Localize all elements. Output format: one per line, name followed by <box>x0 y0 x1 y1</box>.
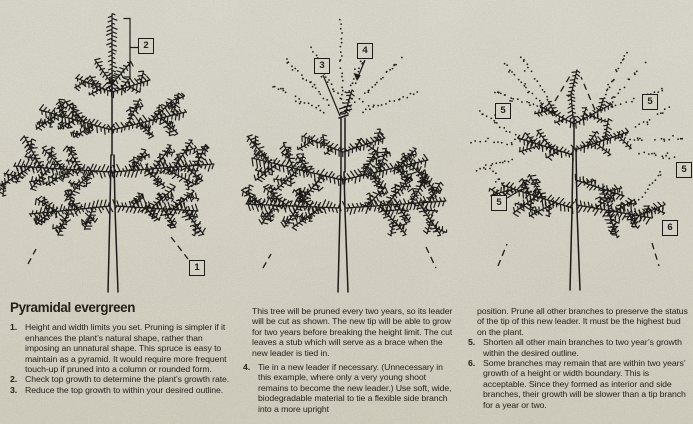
caption-column-2 <box>243 306 457 414</box>
callout-2-label: 2 <box>143 40 149 52</box>
callout-5c <box>491 195 507 211</box>
outline-dashes <box>263 247 436 268</box>
callout-5a <box>495 103 511 119</box>
callout-1 <box>189 260 205 276</box>
callout-2 <box>138 38 154 54</box>
item-number: 6. <box>468 358 476 369</box>
item-number: 3. <box>10 384 18 395</box>
figure-panel-after-pruning <box>460 0 693 300</box>
item-text: Reduce the top growth to within your desired outline. <box>25 384 224 395</box>
item-text: Check top growth to determine the plant’s growth rate. <box>25 374 230 385</box>
item-number: 2. <box>10 374 18 385</box>
caption-item-2 <box>10 374 236 384</box>
callout-3 <box>314 58 330 74</box>
removed-growth-dots <box>273 20 417 113</box>
caption-column-1 <box>10 300 236 395</box>
item-text: Some branches may remain that are within two years’ growth of a height or width boundary. This is acceptable. Since they formed as interior and side branches, their growth will be slower than a tip branch for a year or two. <box>483 358 686 410</box>
caption-item-5 <box>468 337 691 358</box>
caption-paragraph: position. Prune all other branches to preserve the status of the tip of this new leader. It must be the highest bud on the plant. <box>477 306 688 337</box>
outline-dashes <box>28 237 188 264</box>
callout-5b-label: 5 <box>647 96 653 108</box>
figure-panel-before-pruning <box>0 0 230 300</box>
figure-panel-leader-cut <box>230 0 465 300</box>
callout-5a-label: 5 <box>500 105 506 117</box>
item-text: Shorten all other main branches to two year’s growth within the desired outline. <box>483 337 682 358</box>
caption-item-6 <box>468 358 691 410</box>
item-number: 1. <box>10 322 18 333</box>
tree-illustration-unpruned <box>0 0 230 300</box>
callout-4-label: 4 <box>362 45 368 57</box>
callout-3-label: 3 <box>319 60 325 72</box>
item-number: 5. <box>468 337 476 348</box>
callout-5c-label: 5 <box>496 197 502 209</box>
tree-trunk <box>108 78 118 292</box>
callout-6-label: 6 <box>667 222 673 234</box>
callout-5d-label: 5 <box>681 164 687 176</box>
caption-item-3 <box>10 385 236 395</box>
tree-illustration-pruned <box>460 0 693 300</box>
caption-paragraph: This tree will be pruned every two years, so its leader will be cut as shown. The new tip will be able to grow for two years before breaking the height limit. The cut leaves a stub which will serve as a brace when the new leader is tied in. <box>252 306 453 358</box>
callout-6 <box>662 220 678 236</box>
caption-column-3 <box>468 306 691 410</box>
item-number: 4. <box>243 362 251 373</box>
item-text: Height and width limits you set. Pruning is simpler if it enhances the plant’s natural shape, rather than imposing an unnatural shape. This spruce is easy to maintain as a pyramid. It would require more frequent touch-up if pruned into a column or rounded form. <box>25 322 227 375</box>
callout-5b <box>642 94 658 110</box>
tree-illustration-leader-cut <box>230 0 465 300</box>
callout-5d <box>676 162 692 178</box>
callout-4 <box>357 43 373 59</box>
section-heading: Pyramidal evergreen <box>10 300 136 315</box>
caption-item-4 <box>243 362 457 414</box>
item-text: Tie in a new leader if necessary. (Unnecessary in this example, where only a very young shoot remains to become the new leader.) Use soft, wide, biodegradable material to tie a flexible side branch into a more upright <box>258 362 452 414</box>
tree-trunk <box>570 118 580 290</box>
caption-item-1 <box>10 322 236 374</box>
callout-1-label: 1 <box>194 262 200 274</box>
tree-foliage <box>0 14 214 236</box>
